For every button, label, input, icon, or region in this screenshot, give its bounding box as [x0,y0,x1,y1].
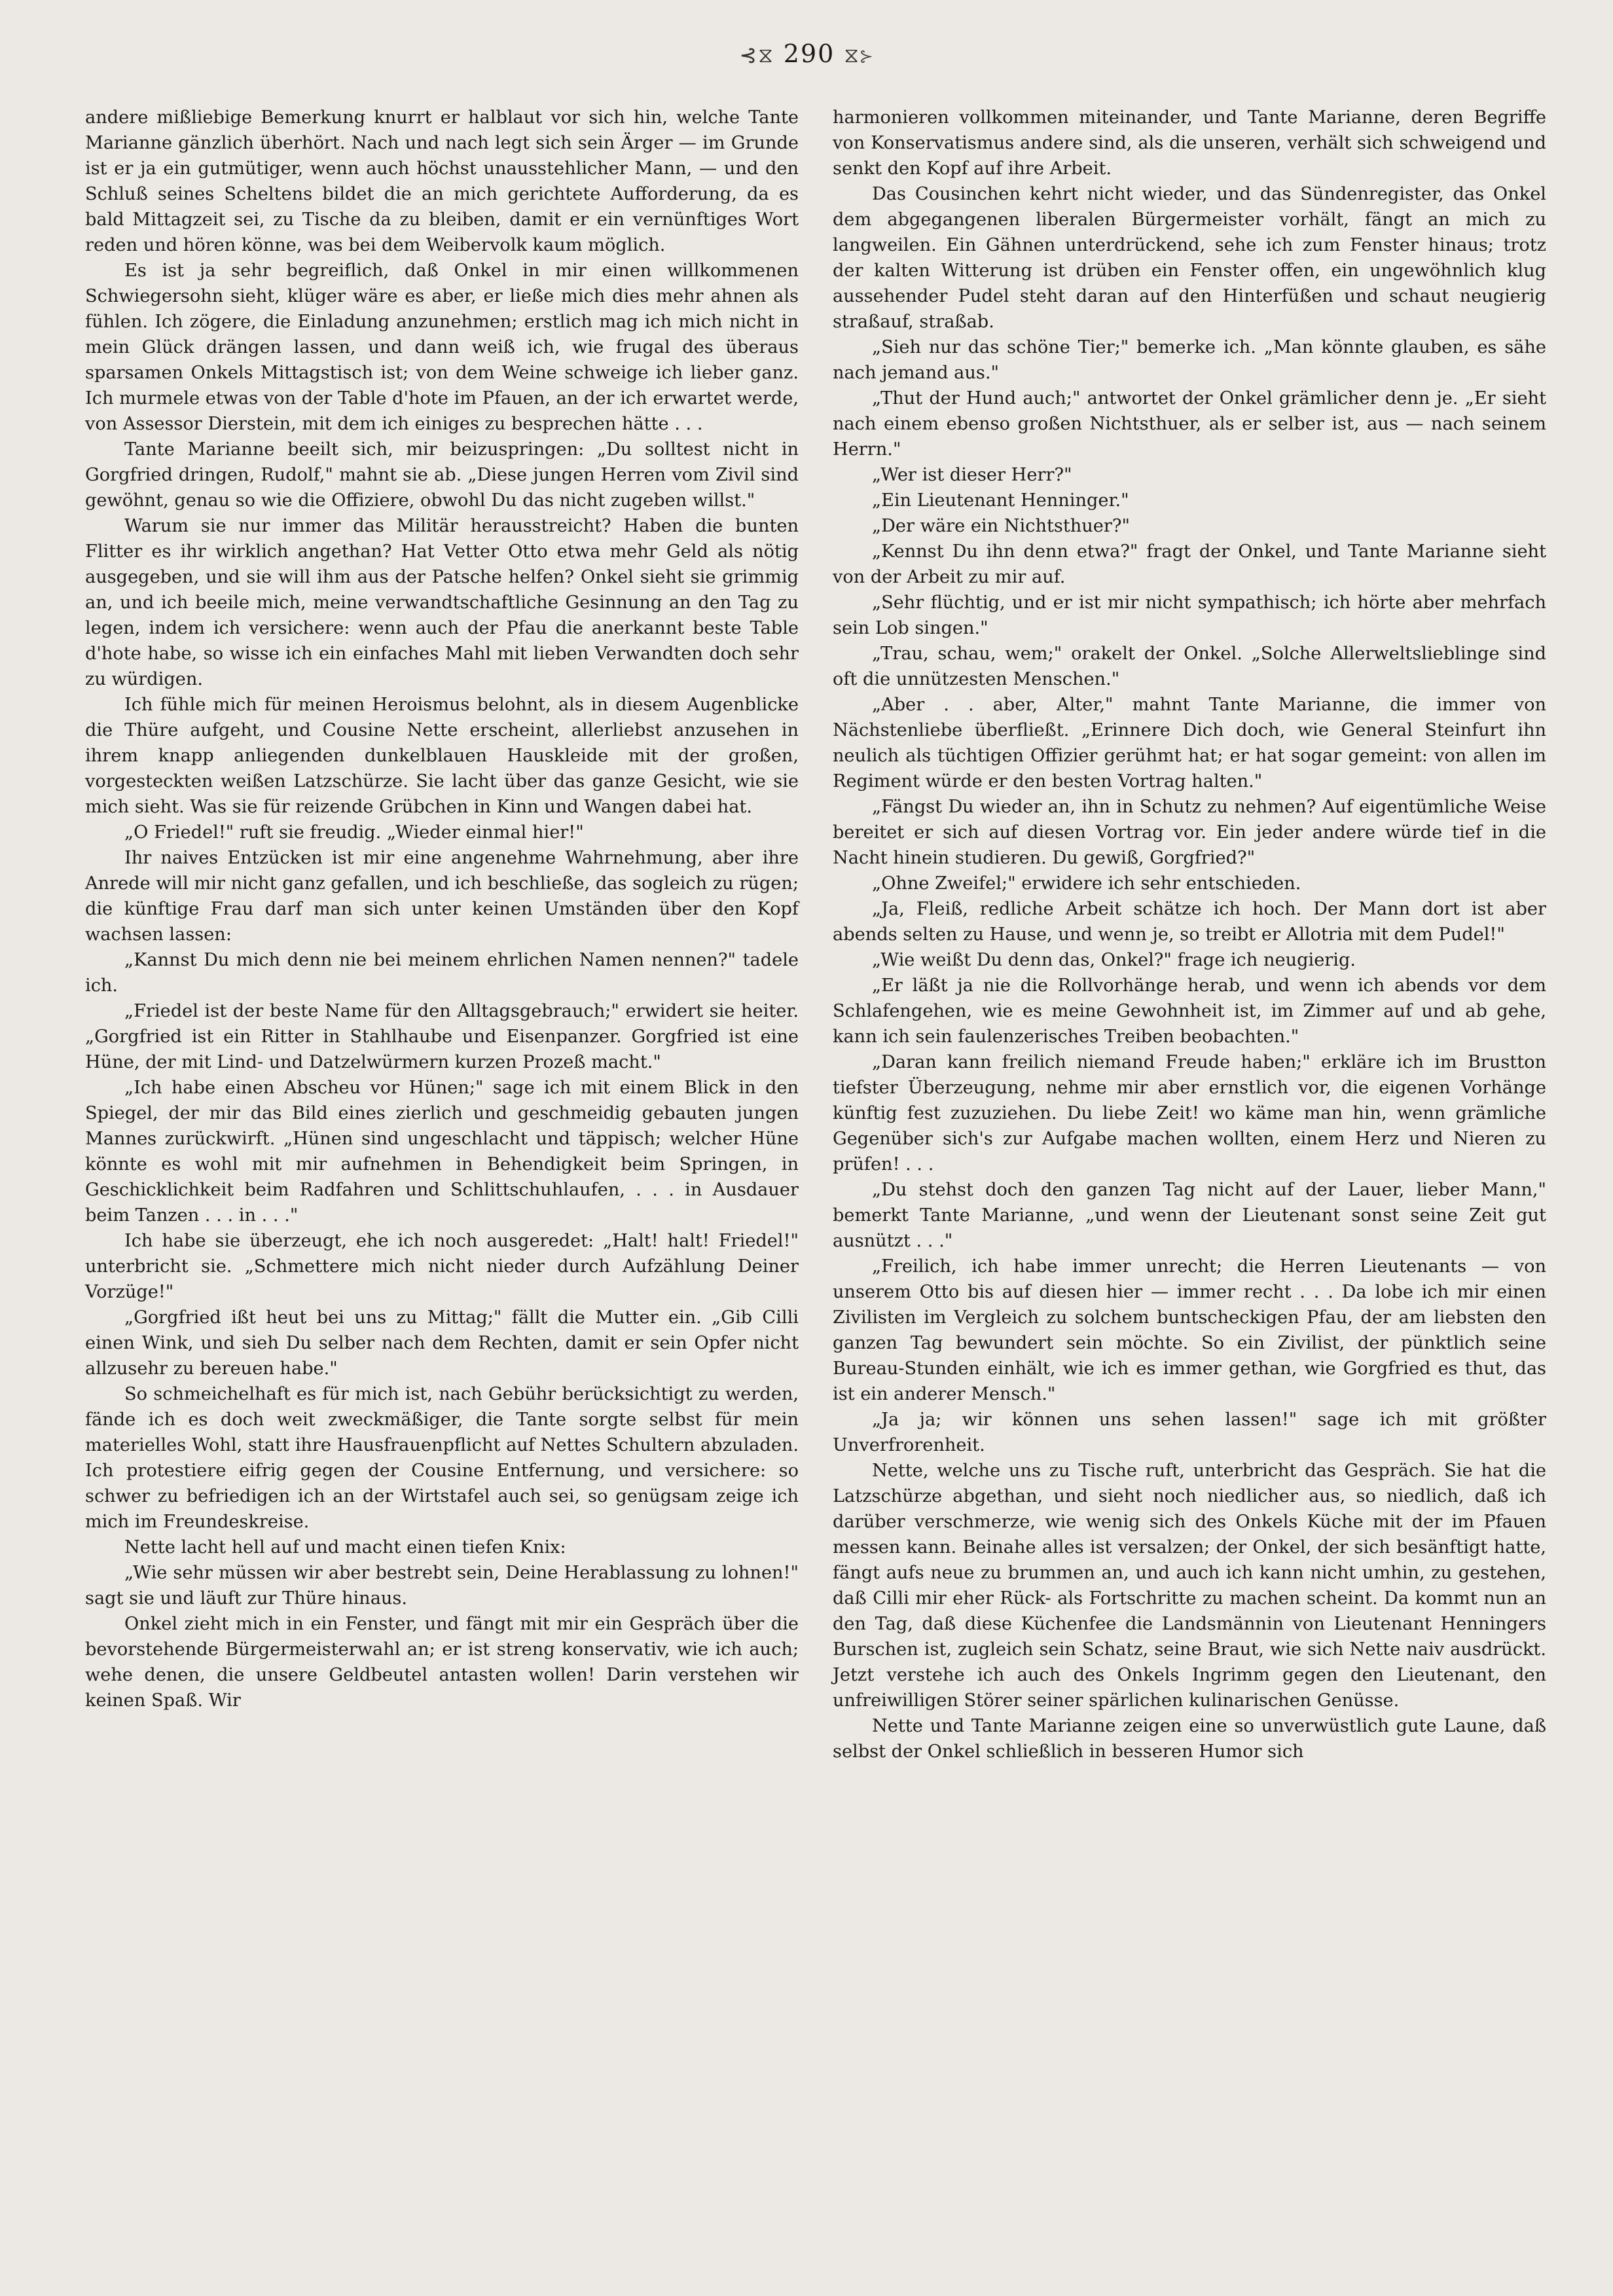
paragraph: andere mißliebige Bemerkung knurrt er halblaut vor sich hin, welche Tante Marianne gänzlich überhört. Nach und nach legt sich sein Ärger — im Grunde ist er ja ein gutmütiger, wenn auch höchst unausstehlicher Mann, — und den Schluß seines Scheltens bildet die an mich gerichtete Aufforderung, da es bald Mittagzeit sei, zu Tische da zu bleiben, damit er ein vernünftiges Wort reden und hören könne, was bei dem Weibervolk kaum möglich. [85,107,799,255]
paragraph: „Trau, schau, wem;" orakelt der Onkel. „Solche Allerweltslieblinge sind oft die unnützesten Menschen." [833,644,1546,689]
paragraph: „Ich habe einen Abscheu vor Hünen;" sage ich mit einem Blick in den Spiegel, der mir das Bild eines zierlich und geschmeidig gebauten jungen Mannes zurückwirft. „Hünen sind ungeschlacht und täppisch; welcher Hüne könnte es wohl mit mir aufnehmen in Behendigkeit beim Springen, in Geschicklichkeit beim Radfahren und Schlittschuhlaufen, . . . in Ausdauer beim Tanzen . . . in . . ." [85,1078,799,1226]
page-number: 290 [783,39,835,68]
paragraph: Ihr naives Entzücken ist mir eine angenehme Wahrnehmung, aber ihre Anrede will mir nicht ganz gefallen, und ich beschließe, das sogleich zu rügen; die künftige Frau darf man sich unter keinen Umständen über den Kopf wachsen lassen: [85,848,799,945]
paragraph: „Der wäre ein Nichtsthuer?" [872,516,1130,536]
ornament-left-icon: ⊰⧖ [739,43,774,67]
right-column [833,105,1546,1764]
paragraph: „Du stehst doch den ganzen Tag nicht auf der Lauer, lieber Mann," bemerkt Tante Marianne, „und wenn der Lieutenant sonst seine Zeit gut ausnützt . . ." [833,1180,1546,1251]
paragraph: Nette lacht hell auf und macht einen tiefen Knix: [124,1537,566,1558]
paragraph: Nette, welche uns zu Tische ruft, unterbricht das Gespräch. Sie hat die Latzschürze abgethan, und sieht noch niedlicher aus, so niedlich, daß ich darüber verschmerze, wie wenig sich des Onkels Küche mit der im Pfauen messen kann. Beinahe alles ist versalzen; der Onkel, der sich besänftigt hatte, fängt aufs neue zu brummen an, und auch ich kann nicht umhin, zu gestehen, daß Cilli mir eher Rück- als Fortschritte zu machen scheint. Da kommt nun an den Tag, daß diese Küchenfee die Landsmännin von Lieutenant Henningers Burschen ist, zugleich sein Schatz, seine Braut, wie sich Nette naiv ausdrückt. Jetzt verstehe ich auch des Onkels Ingrimm gegen den Lieutenant, den unfreiwilligen Störer seiner spärlichen kulinarischen Genüsse. [833,1461,1546,1711]
paragraph: „Sieh nur das schöne Tier;" bemerke ich. „Man könnte glauben, es sähe nach jemand aus." [833,337,1546,383]
left-column [85,105,799,1713]
paragraph: „Aber . . aber, Alter," mahnt Tante Marianne, die immer von Nächstenliebe überfließt. „Erinnere Dich doch, wie General Steinfurt ihn neulich als tüchtigen Offizier gerühmt hat; er hat sogar gemeint: von allen im Regiment würde er den besten Vortrag halten." [833,695,1546,792]
paragraph: „Daran kann freilich niemand Freude haben;" erkläre ich im Brustton tiefster Überzeugung, nehme mir aber ernstlich vor, die eigenen Vorhänge künftig fest zuzuziehen. Du liebe Zeit! wo käme man hin, wenn grämliche Gegenüber sich's zur Aufgabe machen wollten, einem Herz und Nieren zu prüfen! . . . [833,1052,1546,1175]
paragraph: Es ist ja sehr begreiflich, daß Onkel in mir einen willkommenen Schwiegersohn sieht, klüger wäre es aber, er ließe mich dies mehr ahnen als fühlen. Ich zögere, die Einladung anzunehmen; erstlich mag ich mich nicht in mein Glück drängen lassen, und dann weiß ich, wie frugal des überaus sparsamen Onkels Mittagstisch ist; von dem Weine schweige ich lieber ganz. Ich murmele etwas von der Table d'hote im Pfauen, an der ich erwartet werde, von Assessor Dierstein, mit dem ich einiges zu besprechen hätte . . . [85,261,799,434]
paragraph: Tante Marianne beeilt sich, mir beizuspringen: „Du solltest nicht in Gorgfried dringen, Rudolf," mahnt sie ab. „Diese jungen Herren vom Zivil sind gewöhnt, genau so wie die Offiziere, obwohl Du das nicht zugeben willst." [85,439,799,511]
paragraph: Onkel zieht mich in ein Fenster, und fängt mit mir ein Gespräch über die bevorstehende Bürgermeisterwahl an; er ist streng konservativ, wie ich auch; wehe denen, die unsere Geldbeutel antasten wollen! Darin verstehen wir keinen Spaß. Wir [85,1614,799,1711]
paragraph: So schmeichelhaft es für mich ist, nach Gebühr berücksichtigt zu werden, fände ich es doch weit zweckmäßiger, die Tante sorgte selbst für mein materielles Wohl, statt ihre Hausfrauenpflicht auf Nettes Schultern abzuladen. Ich protestiere eifrig gegen der Cousine Entfernung, und versichere: so schwer zu befriedigen ich an der Wirtstafel auch sei, so genügsam zeige ich mich im Freundeskreise. [85,1384,799,1532]
paragraph: „Ohne Zweifel;" erwidere ich sehr entschieden. [872,873,1301,894]
paragraph: „Ein Lieutenant Henninger." [872,490,1129,511]
paragraph: „Er läßt ja nie die Rollvorhänge herab, und wenn ich abends vor dem Schlafengehen, wie es meine Gewohnheit ist, im Zimmer auf und ab gehe, kann ich sein faulenzerisches Treiben beobachten." [833,975,1546,1047]
paragraph: „Wer ist dieser Herr?" [872,465,1072,485]
paragraph: „Sehr flüchtig, und er ist mir nicht sympathisch; ich hörte aber mehrfach sein Lob singen." [833,592,1546,638]
paragraph: „Fängst Du wieder an, ihn in Schutz zu nehmen? Auf eigentümliche Weise bereitet er sich auf diesen Vortrag vor. Ein jeder andere würde tief in die Nacht hinein studieren. Du gewiß, Gorgfried?" [833,797,1546,868]
ornament-right-icon: ⧖⊱ [844,43,874,67]
paragraph: „Gorgfried ißt heut bei uns zu Mittag;" fällt die Mutter ein. „Gib Cilli einen Wink, und sieh Du selber nach dem Rechten, damit er sein Opfer nicht allzusehr zu bereuen habe." [85,1307,799,1379]
paragraph: „O Friedel!" ruft sie freudig. „Wieder einmal hier!" [124,822,584,843]
paragraph: „Wie sehr müssen wir aber bestrebt sein, Deine Herablassung zu lohnen!" sagt sie und läuft zur Thüre hinaus. [85,1563,799,1609]
paragraph: „Freilich, ich habe immer unrecht; die Herren Lieutenants — von unserem Otto bis auf diesen hier — immer recht . . . Da lobe ich mir einen Zivilisten im Vergleich zu solchem buntscheckigen Pfau, der am liebsten den ganzen Tag bewundert sein möchte. So ein Zivilist, der pünktlich seine Bureau-Stunden einhält, wie ich es immer gethan, wie Gorgfried es thut, das ist ein anderer Mensch." [833,1256,1546,1404]
paragraph: „Thut der Hund auch;" antwortet der Onkel grämlicher denn je. „Er sieht nach einem ebenso großen Nichtsthuer, als er selber ist, aus — nach seinem Herrn." [833,388,1546,460]
paragraph: „Ja, Fleiß, redliche Arbeit schätze ich hoch. Der Mann dort ist aber abends selten zu Hause, und wenn je, so treibt er Allotria mit dem Pudel!" [833,899,1546,945]
paragraph: Nette und Tante Marianne zeigen eine so unverwüstlich gute Laune, daß selbst der Onkel schließlich in besseren Humor sich [833,1716,1546,1762]
paragraph: „Friedel ist der beste Name für den Alltagsgebrauch;" erwidert sie heiter. „Gorgfried ist ein Ritter in Stahlhaube und Eisenpanzer. Gorgfried ist eine Hüne, der mit Lind- und Datzelwürmern kurzen Prozeß macht." [85,1001,799,1072]
paragraph: „Kannst Du mich denn nie bei meinem ehrlichen Namen nennen?" tadele ich. [85,950,799,996]
paragraph: Das Cousinchen kehrt nicht wieder, und das Sündenregister, das Onkel dem abgegangenen liberalen Bürgermeister vorhält, fängt an mich zu langweilen. Ein Gähnen unterdrückend, sehe ich zum Fenster hinaus; trotz der kalten Witterung ist drüben ein Fenster offen, ein ungewöhnlich klug aussehender Pudel steht daran auf den Hinterfüßen und schaut neugierig straßauf, straßab. [833,184,1546,332]
paragraph: Ich habe sie überzeugt, ehe ich noch ausgeredet: „Halt! halt! Friedel!" unterbricht sie. „Schmettere mich nicht nieder durch Aufzählung Deiner Vorzüge!" [85,1231,799,1302]
paragraph: „Ja ja; wir können uns sehen lassen!" sage ich mit größter Unverfrorenheit. [833,1410,1546,1455]
paragraph: Warum sie nur immer das Militär herausstreicht? Haben die bunten Flitter es ihr wirklich angethan? Hat Vetter Otto etwa mehr Geld als nötig ausgegeben, und sie will ihm aus der Patsche helfen? Onkel sieht sie grimmig an, und ich beeile mich, meine verwandtschaftliche Gesinnung an den Tag zu legen, indem ich versichere: wenn auch der Pfau die anerkannt beste Table d'hote habe, so wisse ich ein einfaches Mahl mit lieben Verwandten doch sehr zu würdigen. [85,516,799,689]
paragraph: Ich fühle mich für meinen Heroismus belohnt, als in diesem Augenblicke die Thüre aufgeht, und Cousine Nette erscheint, allerliebst anzusehen in ihrem knapp anliegenden dunkelblauen Hauskleide mit der großen, vorgesteckten weißen Latzschürze. Sie lacht über das ganze Gesicht, wie sie mich sieht. Was sie für reizende Grübchen in Kinn und Wangen dabei hat. [85,695,799,817]
page-header [0,39,1613,68]
paragraph: harmonieren vollkommen miteinander, und Tante Marianne, deren Begriffe von Konservatismus andere sind, als die unseren, verhält sich schweigend und senkt den Kopf auf ihre Arbeit. [833,107,1546,179]
paragraph: „Wie weißt Du denn das, Onkel?" frage ich neugierig. [872,950,1356,970]
paragraph: „Kennst Du ihn denn etwa?" fragt der Onkel, und Tante Marianne sieht von der Arbeit zu mir auf. [833,541,1546,587]
